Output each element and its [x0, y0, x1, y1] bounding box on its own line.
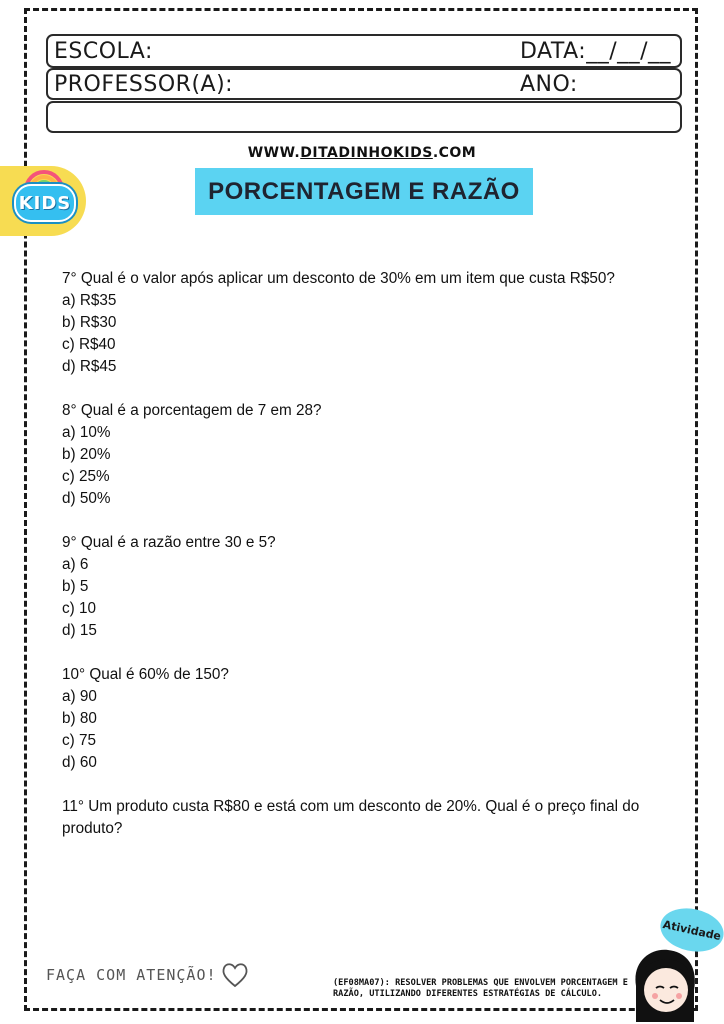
- answer-option[interactable]: a) 90: [62, 688, 97, 705]
- question-list: [62, 268, 672, 862]
- answer-option[interactable]: a) 6: [62, 556, 89, 573]
- escola-label: ESCOLA:: [54, 39, 153, 64]
- question-block: [62, 532, 672, 642]
- question-text: 11° Um produto custa R$80 e está com um desconto de 20%. Qual é o preço final do produto?: [62, 798, 640, 837]
- professor-label: PROFESSOR(A):: [54, 72, 234, 97]
- kids-badge: KIDS: [14, 184, 76, 222]
- question-text: 9° Qual é a razão entre 30 e 5?: [62, 534, 276, 551]
- question-block: [62, 664, 672, 774]
- ano-label: ANO:: [520, 72, 578, 97]
- professor-row[interactable]: [46, 68, 682, 100]
- answer-option[interactable]: d) 50%: [62, 490, 111, 507]
- girl-illustration: [628, 946, 698, 1022]
- question-text: 10° Qual é 60% de 150?: [62, 666, 229, 683]
- answer-option[interactable]: a) 10%: [62, 424, 111, 441]
- kids-logo: [0, 166, 86, 236]
- site-name: DITADINHOKIDS: [300, 145, 433, 161]
- site-suffix: .COM: [432, 145, 477, 161]
- answer-option[interactable]: b) 80: [62, 710, 97, 727]
- data-label: DATA:__/__/__: [520, 39, 672, 64]
- attention-note: [46, 962, 249, 988]
- answer-option[interactable]: d) R$45: [62, 358, 117, 375]
- question-block: [62, 268, 672, 378]
- answer-option[interactable]: d) 15: [62, 622, 97, 639]
- answer-option[interactable]: b) 5: [62, 578, 89, 595]
- answer-option[interactable]: c) 10: [62, 600, 97, 617]
- answer-option[interactable]: b) R$30: [62, 314, 117, 331]
- blank-row[interactable]: [46, 101, 682, 133]
- website-url: [0, 145, 724, 161]
- question-text: 8° Qual é a porcentagem de 7 em 28?: [62, 402, 322, 419]
- answer-option[interactable]: c) 75: [62, 732, 97, 749]
- title-banner: [195, 168, 533, 215]
- escola-row[interactable]: [46, 34, 682, 68]
- question-text: 7° Qual é o valor após aplicar um desconto de 30% em um item que custa R$50?: [62, 270, 615, 287]
- answer-option[interactable]: c) R$40: [62, 336, 116, 353]
- question-block: [62, 796, 672, 840]
- answer-option[interactable]: d) 60: [62, 754, 97, 771]
- attention-text: FAÇA COM ATENÇÃO!: [46, 966, 217, 984]
- site-prefix: WWW.: [247, 145, 301, 161]
- bubble-text: Atividade: [661, 917, 723, 943]
- answer-option[interactable]: c) 25%: [62, 468, 110, 485]
- answer-option[interactable]: b) 20%: [62, 446, 111, 463]
- answer-option[interactable]: a) R$35: [62, 292, 117, 309]
- page-title: PORCENTAGEM E RAZÃO: [208, 177, 520, 205]
- heart-icon: [221, 962, 249, 988]
- skill-code: (EF08MA07): RESOLVER PROBLEMAS QUE ENVOLVEM PORCENTAGEM E RAZÃO, UTILIZANDO DIFERENTES ESTRATÉGIAS DE CÁLCULO.: [333, 978, 628, 999]
- question-block: [62, 400, 672, 510]
